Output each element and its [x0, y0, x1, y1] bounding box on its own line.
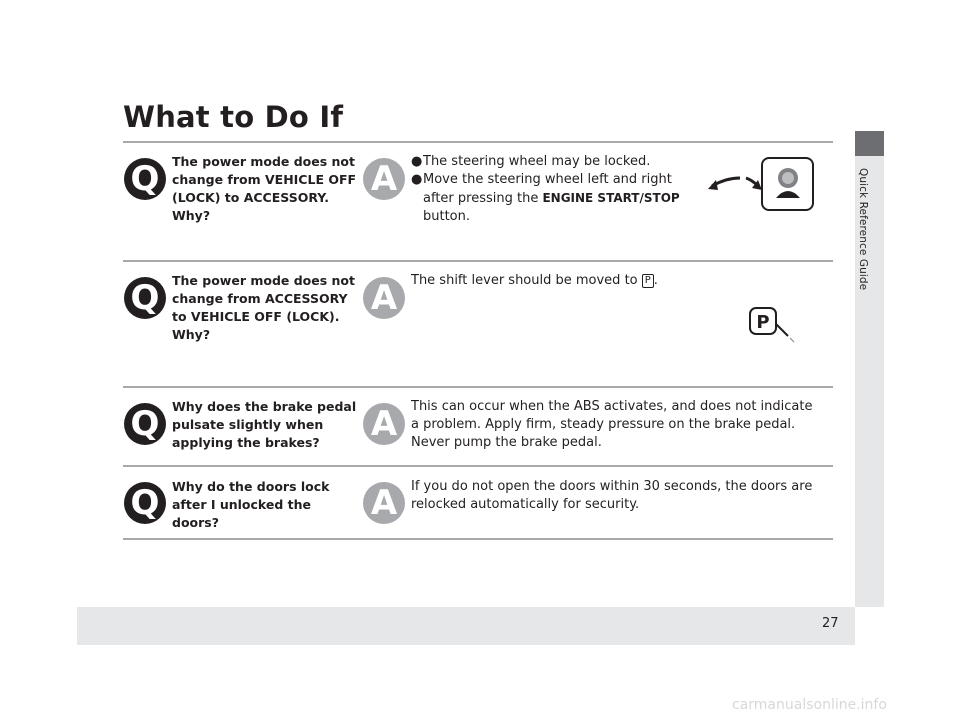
park-key-icon: P — [642, 274, 654, 288]
page-footer-band — [77, 607, 855, 645]
divider — [123, 386, 833, 388]
answer-2: The shift lever should be moved to P . — [411, 273, 658, 288]
question-badge-icon: Q — [124, 482, 166, 524]
answer-badge-icon: A — [363, 403, 405, 445]
question-4: Why do the doors lock after I unlocked the doors? — [172, 479, 330, 530]
question-badge-icon: Q — [124, 158, 166, 200]
question-3: Why does the brake pedal pulsate slightly when applying the brakes? — [172, 399, 357, 450]
question-1: The power mode does not change from VEHICLE OFF (LOCK) to ACCESSORY. Why? — [172, 154, 357, 223]
engine-start-stop-label: ENGINE START/STOP — [542, 191, 680, 205]
side-tab-marker — [855, 131, 884, 156]
answer-1 — [411, 153, 681, 226]
answer-1-bullet-1: ● The steering wheel may be locked. — [411, 154, 651, 169]
divider — [123, 465, 833, 467]
divider-top — [123, 141, 833, 143]
page-title: What to Do If — [123, 100, 344, 134]
answer-1-bullet-2: ● Move the steering wheel left and right after pressing the ENGINE START/STOP button. — [411, 172, 680, 224]
answer-4: If you do not open the doors within 30 seconds, the doors are relocked automatically for security. — [411, 479, 813, 512]
divider-bottom — [123, 538, 833, 540]
steering-lock-illustration-icon — [706, 156, 816, 214]
answer-badge-icon: A — [363, 158, 405, 200]
answer-badge-icon: A — [363, 482, 405, 524]
page-number: 27 — [822, 616, 839, 631]
divider — [123, 260, 833, 262]
question-badge-icon: Q — [124, 277, 166, 319]
shift-key-label: P — [756, 312, 770, 333]
shift-lever-illustration-icon — [748, 306, 796, 344]
question-2: The power mode does not change from ACCESSORY to VEHICLE OFF (LOCK). Why? — [172, 273, 355, 342]
answer-3: This can occur when the ABS activates, and does not indicate a problem. Apply firm, steady pressure on the brake pedal. Never pump the brake pedal. — [411, 399, 813, 450]
watermark: carmanualsonline.info — [732, 697, 887, 713]
answer-badge-icon: A — [363, 277, 405, 319]
side-tab-label: Quick Reference Guide — [857, 168, 869, 291]
question-badge-icon: Q — [124, 403, 166, 445]
